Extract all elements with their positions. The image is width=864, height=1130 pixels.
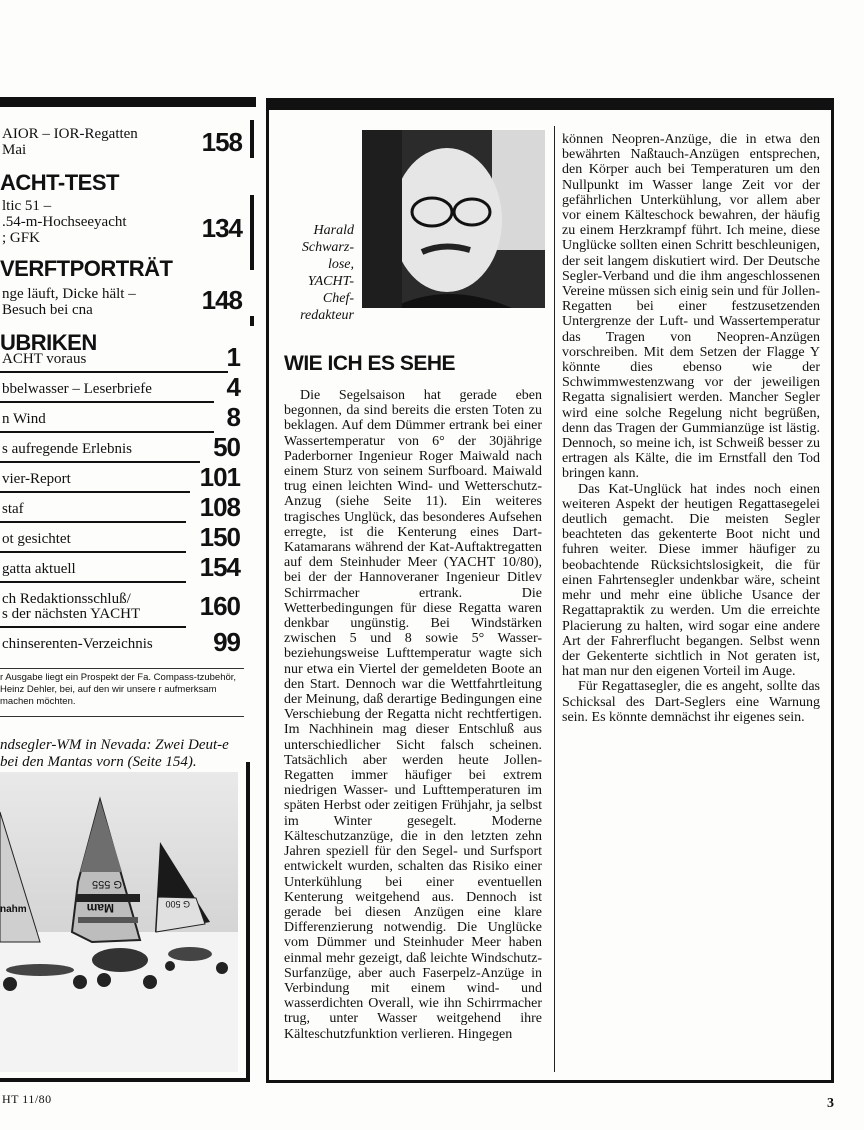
- photo-caption: ndsegler-WM in Nevada: Zwei Deut-e bei den Mantas vorn (Seite 154).: [0, 737, 229, 770]
- rubrik-row[interactable]: vier-Report 101: [2, 462, 240, 492]
- divider: [0, 668, 244, 669]
- page-number: 158: [201, 127, 242, 157]
- page-number: 1: [226, 342, 240, 372]
- page-number: 134: [201, 213, 242, 243]
- section-heading: UBRIKEN: [0, 330, 97, 355]
- contents-column: [0, 120, 256, 665]
- sail-number: G 500: [165, 899, 190, 909]
- page-number: 160: [199, 591, 240, 621]
- rubrik-row[interactable]: s aufregende Erlebnis 50: [2, 432, 240, 462]
- section-heading: ACHT-TEST: [0, 170, 119, 195]
- underline: [0, 461, 200, 463]
- section-heading: VERFTPORTRÄT: [0, 256, 173, 281]
- editorial-frame: [266, 108, 269, 1083]
- editorial-frame: [831, 108, 834, 1083]
- column-rule: [554, 126, 555, 1072]
- paragraph: Für Regattasegler, die es angeht, sollte das Schicksal des Dart-Seglers eine Warnung sein. Es könnte demnächst ihr eigenes sein.: [562, 679, 820, 725]
- insert-notice: r Ausgabe liegt ein Prospekt der Fa. Compass-tzubehör, Heinz Dehler, bei, auf den wir unsere r aufmerksam machen möchten.: [0, 672, 237, 707]
- sail-brand: Mam: [86, 901, 114, 915]
- divider: [0, 716, 244, 717]
- contents-rule: [250, 120, 254, 158]
- paragraph: Die Segelsaison hat gerade eben begonnen, da sind bereits die ersten Toten zu beklagen. Auf dem Dümmer ertrank bei einer Wassertemperatur von 6° der 30jährige Paderborner Ingenieur Roger Maiwald nach einem Sturz von seinem Surfboard. Maiwald trug einen leichten Wind- und Wetterschutz-Anzug (siehe Seite 11). Ein weiteres tragisches Unglück, das besonderes Aufsehen erregte, ist die Kenterung eines Dart-Katamarans während der Kat-Auftaktregatten auf dem Steinhuder Meer (YACHT 10/80), bei der der Hannoveraner Ingenieur Ditlev Schirrmacher ertrank. Die Wetterbedingungen für diese Regatta waren denkbar ungünstig. Bei Windstärken zwischen 5 und 8 sowie 5° Wasser- beziehungsweise Lufttemperatur wagte sich nur etwa ein Viertel der gemeldeten Boote an den Start. Dennoch war die Wettfahrtleitung der Meinung, daß derartige Bedingungen eine Verschiebung der Regatta nicht rechtfertigen. Im Nachhinein mag dieser Entschluß aus unterschiedlicher Sicht falsch scheinen. Tatsächlich aber werden heute Jollen-Regatten immer häufiger bei extrem niedrigen Wasser- und Lufttemperaturen im späten Herbst oder zeitigen Frühjahr, ja selbst im Winter gesegelt. Moderne Kälteschutzanzüge, die in den letzten zehn Jahren speziell für den Segel- und Surfsport entwickelt wurden, schalten das Risiko einer Unterkühlung bei einer eventuellen Kenterung weitgehend aus. Dennoch ist gerade bei diesen Anzügen eine klare Differenzierung notwendig. Die Unglücke vom Dümmer und Steinhuder Meer haben einmal mehr gezeigt, daß leichte Windschutz-Surfanzüge, aber auch Faserpelz-Anzüge in Verbindung mit einem wind- und wasserdichten Overall, wie ihn Schirrmacher trug, unter Wasser weitgehend ihre Kälteschutzfunktion verlieren. Hingegen: [284, 388, 542, 1042]
- contents-entry[interactable]: ltic 51 – .54-m-Hochseeyacht ; GFK 134: [2, 198, 242, 246]
- page-number: 4: [226, 372, 240, 402]
- page-number: 154: [199, 552, 240, 582]
- underline: [0, 551, 186, 553]
- author-portrait[interactable]: [362, 130, 545, 308]
- underline: [0, 521, 186, 523]
- underline: [0, 626, 186, 628]
- rubrik-row[interactable]: chinserenten-Verzeichnis 99: [2, 627, 240, 657]
- page-number: 150: [199, 522, 240, 552]
- photo-frame: [246, 762, 250, 1082]
- rubrik-row[interactable]: staf 108: [2, 492, 240, 522]
- issue-footer: HT 11/80: [2, 1092, 52, 1106]
- contents-rule: [250, 195, 254, 270]
- rubrik-row[interactable]: gatta aktuell 154: [2, 552, 240, 582]
- page-number: 8: [226, 402, 240, 432]
- edge-text: nahm: [0, 904, 27, 915]
- top-rule-left: [0, 97, 256, 107]
- rubrik-row[interactable]: bbelwasser – Leserbriefe 4: [2, 372, 240, 402]
- contents-rule: [250, 316, 254, 326]
- sail-number: G 555: [92, 878, 122, 890]
- underline: [0, 371, 228, 373]
- paragraph: können Neopren-Anzüge, die in etwa den bewährten Naßtauch-Anzügen entsprechen, den Körper auch bei Temperaturen um den Nullpunkt im Wasser lange Zeit vor der gefährlichen Unterkühlung, vor allem aber vor einem Kälteschock bewahren, der häufig zu einem Herzkrampf führt. Ich meine, diese Unglücke sollten einen Schritt beschleunigen, der seit langem diskutiert wird. Der Deutsche Segler-Verband und die ihm angeschlossenen Vereine müssen sich einig sein und für Jollen-Regatten bei einer festzusetzenden Untergrenze der Luft- und Wassertemperatur das Tragen von Neopren-Anzügen vorschreiben. Mit dem Setzen der Flagge Y könnte dies ebenso wie der Schwimmwestenzwang vor der jeweiligen Regatta signalisiert werden. Mancher Segler wird eine solche Regelung nicht begrüßen, denn das Tragen der Gummianzüge ist lästig. Dennoch, so meine ich, ist Schweiß besser zu ertragen als Kälte, die im Ernstfall den Tod bringen kann.: [562, 132, 820, 482]
- landsailing-photo[interactable]: [0, 772, 238, 1072]
- landsailing-illustration: [0, 772, 238, 1072]
- rubrik-row[interactable]: ch Redaktionsschluß/ s der nächsten YACHT 160: [0, 590, 244, 630]
- page-number-footer: 3: [827, 1096, 834, 1111]
- contents-entry[interactable]: nge läuft, Dicke hält – Besuch bei cna 148: [2, 285, 242, 318]
- top-rule-right: [266, 98, 834, 110]
- editorial-headline: WIE ICH ES SEHE: [284, 352, 456, 375]
- photo-frame: [0, 1078, 250, 1082]
- underline: [0, 581, 186, 583]
- page-number: 108: [199, 492, 240, 522]
- contents-entry[interactable]: AIOR – IOR-Regatten Mai 158: [2, 126, 242, 158]
- underline: [0, 431, 214, 433]
- page-number: 50: [213, 432, 240, 462]
- paragraph: Das Kat-Unglück hat indes noch einen weiteren Aspekt der heutigen Regattasegelei deutlich gemacht. Die meisten Segler beachteten das gekenterte Boot nicht und fuhren weiter. Diese immer häufiger zu beobachtende Rücksichtslosigkeit, die für einen Fahrtensegler undenkbar wäre, scheint mehr und mehr eine übliche Usance der Regattapraktik zu werden. Um die erreichte Placierung zu halten, wird sogar eine andere Art der Fahrerflucht begangen. Selbst wenn der Gekenterte sichtlich in Not geraten ist, hat man nur den eigenen Vorteil im Auge.: [562, 481, 820, 680]
- portrait-caption: Harald Schwarz- lose, YACHT- Chef- redakteur: [300, 223, 354, 323]
- page-number: 148: [201, 285, 242, 315]
- editorial-column-2: [562, 132, 820, 725]
- page-number: 101: [199, 462, 240, 492]
- rubrik-row[interactable]: ot gesichtet 150: [2, 522, 240, 552]
- portrait-illustration: [362, 130, 545, 308]
- page-number: 99: [213, 627, 240, 657]
- underline: [0, 491, 190, 493]
- underline: [0, 401, 214, 403]
- rubrik-row[interactable]: n Wind 8: [2, 402, 240, 432]
- editorial-column-1: [284, 388, 542, 1042]
- rubrik-row[interactable]: ACHT voraus 1: [2, 342, 240, 372]
- editorial-frame: [266, 1080, 834, 1083]
